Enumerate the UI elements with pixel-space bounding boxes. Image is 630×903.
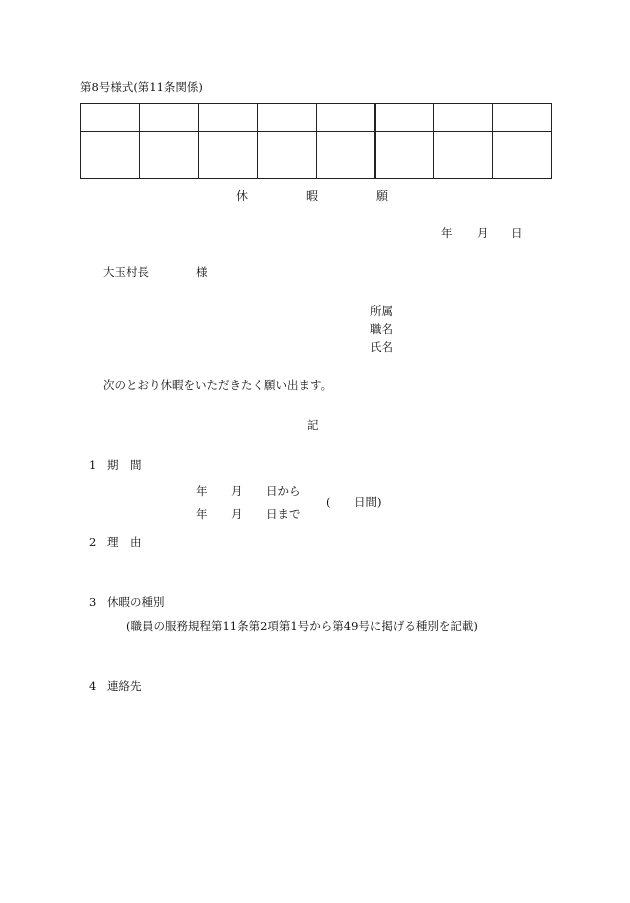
period-from-day: 日から: [266, 484, 301, 498]
title-char-ka: 暇: [306, 189, 319, 203]
period-to-year: 年: [196, 507, 208, 521]
stamp-cell: [316, 132, 375, 179]
stamp-header-cell: [257, 104, 316, 132]
addressee-honorific: 様: [196, 265, 208, 279]
period-to-day: 日まで: [266, 507, 301, 521]
stamp-cell: [375, 132, 434, 179]
stamp-cell: [81, 132, 140, 179]
stamp-header-cell: [316, 104, 375, 132]
form-label: 第8号様式(第11条関係): [80, 80, 203, 94]
section-type-note: (職員の服務規程第11条第2項第1号から第49号に掲げる種別を記載): [126, 619, 478, 633]
period-from-month: 月: [231, 484, 243, 498]
stamp-header-cell: [375, 104, 434, 132]
section-type-label: 休暇の種別: [107, 595, 165, 609]
stamp-cell: [493, 132, 552, 179]
request-text: 次のとおり休暇をいただきたく願い出ます。: [103, 378, 333, 392]
title-char-negai: 願: [376, 189, 389, 203]
section-type-number: 3: [89, 595, 97, 609]
section-period-number: 1: [89, 458, 97, 472]
date-month: 月: [477, 226, 489, 240]
stamp-cell: [257, 132, 316, 179]
date-year: 年: [441, 226, 453, 240]
title-char-kyu: 休: [236, 189, 249, 203]
stamp-cell: [198, 132, 257, 179]
addressee-name: 大玉村長: [103, 265, 149, 279]
date-day: 日: [511, 226, 523, 240]
stamp-header-cell: [198, 104, 257, 132]
period-total-days: 日間): [354, 495, 382, 509]
section-period-label: 期 間: [107, 458, 142, 472]
stamp-cell: [139, 132, 198, 179]
section-contact-label: 連絡先: [107, 679, 142, 693]
stamp-header-cell: [493, 104, 552, 132]
ki-heading: 記: [307, 418, 319, 432]
stamp-header-cell: [434, 104, 493, 132]
applicant-position: 職名: [370, 322, 393, 336]
section-reason-number: 2: [89, 535, 97, 549]
stamp-header-cell: [81, 104, 140, 132]
stamp-cell: [434, 132, 493, 179]
period-total-open: (: [326, 495, 331, 509]
approval-stamp-grid: [80, 103, 552, 179]
section-reason-label: 理 由: [107, 535, 142, 549]
stamp-header-cell: [139, 104, 198, 132]
section-contact-number: 4: [89, 679, 97, 693]
period-from-year: 年: [196, 484, 208, 498]
applicant-name: 氏名: [370, 340, 393, 354]
period-to-month: 月: [231, 507, 243, 521]
applicant-affiliation: 所属: [370, 304, 393, 318]
